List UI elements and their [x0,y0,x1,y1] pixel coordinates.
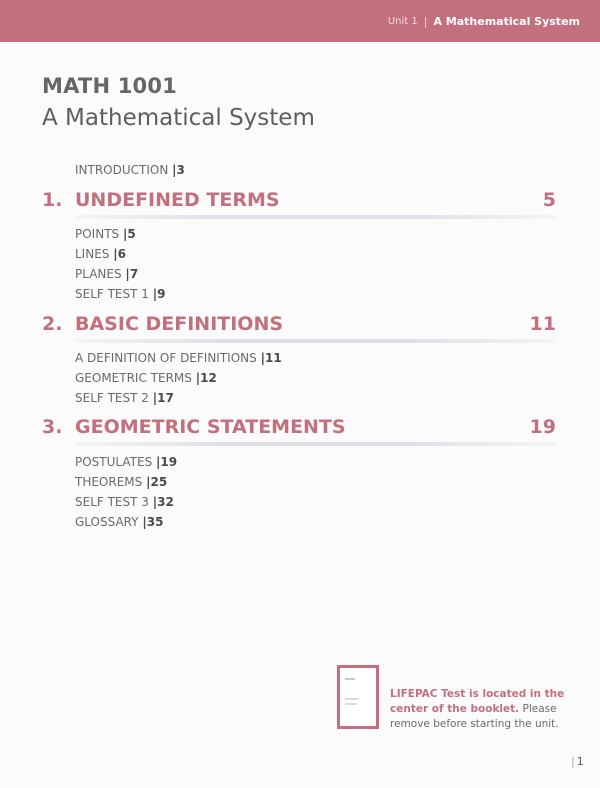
thumbnail-line [345,698,359,700]
toc-item-bar: | [142,515,147,529]
toc-item-page: 9 [157,287,166,301]
section-page: 5 [542,189,556,211]
toc-item[interactable] [75,475,167,489]
page-number [571,755,584,768]
section-heading-2[interactable] [42,313,556,335]
header-separator: | [423,14,428,28]
thumbnail-line [345,703,357,705]
section-page: 19 [529,416,556,438]
page-number-value: 1 [576,755,584,768]
toc-item-page: 19 [160,455,178,469]
toc-item[interactable] [75,227,136,241]
toc-item-page: 5 [127,227,136,241]
toc-item-bar: | [152,495,158,509]
toc-item-bar: | [152,287,158,301]
toc-introduction[interactable] [75,163,185,177]
header-title: A Mathematical System [433,14,580,28]
toc-item-bar: | [122,227,128,241]
toc-item-page: 3 [176,163,185,177]
section-divider [75,215,556,219]
course-subtitle: A Mathematical System [42,105,315,131]
toc-item-label: PLANES [75,267,122,281]
section-heading-1[interactable] [42,189,556,211]
toc-item-bar: | [125,267,130,281]
toc-item-bar: | [146,475,151,489]
toc-item-bar: | [195,371,201,385]
section-number: 2. [42,313,63,335]
toc-item-bar: | [172,163,177,177]
section-divider [75,339,556,343]
section-number: 3. [42,416,63,438]
toc-item[interactable] [75,247,126,261]
header-unit: Unit 1 [387,15,418,27]
toc-item[interactable] [75,267,138,281]
toc-item-label: SELF TEST 1 [75,287,149,301]
toc-item-page: 7 [129,267,139,281]
toc-item-page: 35 [146,515,164,529]
section-divider [75,442,556,446]
toc-item-label: POINTS [75,227,120,241]
section-title: GEOMETRIC STATEMENTS [75,416,346,438]
test-note [390,687,566,732]
test-booklet-thumbnail [337,665,379,729]
toc-item-page: 12 [200,371,217,385]
test-note-text: Please remove before starting the unit. [390,703,559,730]
toc-item-page: 11 [264,351,282,365]
toc-item-page: 32 [157,495,174,509]
toc-item-label: SELF TEST 2 [75,391,149,405]
toc-item-label: SELF TEST 3 [75,495,149,509]
toc-item-label: POSTULATES [75,455,153,469]
toc-item-bar: | [260,351,265,365]
toc-item-bar: | [156,455,161,469]
toc-item-label: A DEFINITION OF DEFINITIONS [75,351,257,365]
toc-item[interactable] [75,391,174,405]
header-bar [0,0,600,42]
toc-item-label: GEOMETRIC TERMS [75,371,192,385]
toc-item-label: LINES [75,247,110,261]
toc-item-page: 25 [150,475,168,489]
section-heading-3[interactable] [42,416,556,438]
section-title: BASIC DEFINITIONS [75,313,284,335]
toc-item-page: 6 [117,247,126,261]
toc-item[interactable] [75,515,164,529]
course-title: MATH 1001 [42,74,177,98]
section-page: 11 [529,313,556,335]
test-note-strong: LIFEPAC Test is located in the center of the booklet. [390,688,565,715]
toc-item[interactable] [75,495,174,509]
page-number-bar: | [571,755,575,768]
toc-item-label: GLOSSARY [75,515,139,529]
section-title: UNDEFINED TERMS [75,189,280,211]
toc-item[interactable] [75,455,177,469]
toc-item-label: THEOREMS [75,475,143,489]
toc-item-bar: | [113,247,118,261]
toc-item-label: INTRODUCTION [75,163,169,177]
toc-item[interactable] [75,351,282,365]
toc-item-bar: | [152,391,158,405]
section-number: 1. [42,189,63,211]
toc-item[interactable] [75,371,217,385]
toc-item-page: 17 [157,391,174,405]
thumbnail-line [345,678,355,680]
toc-item[interactable] [75,287,166,301]
